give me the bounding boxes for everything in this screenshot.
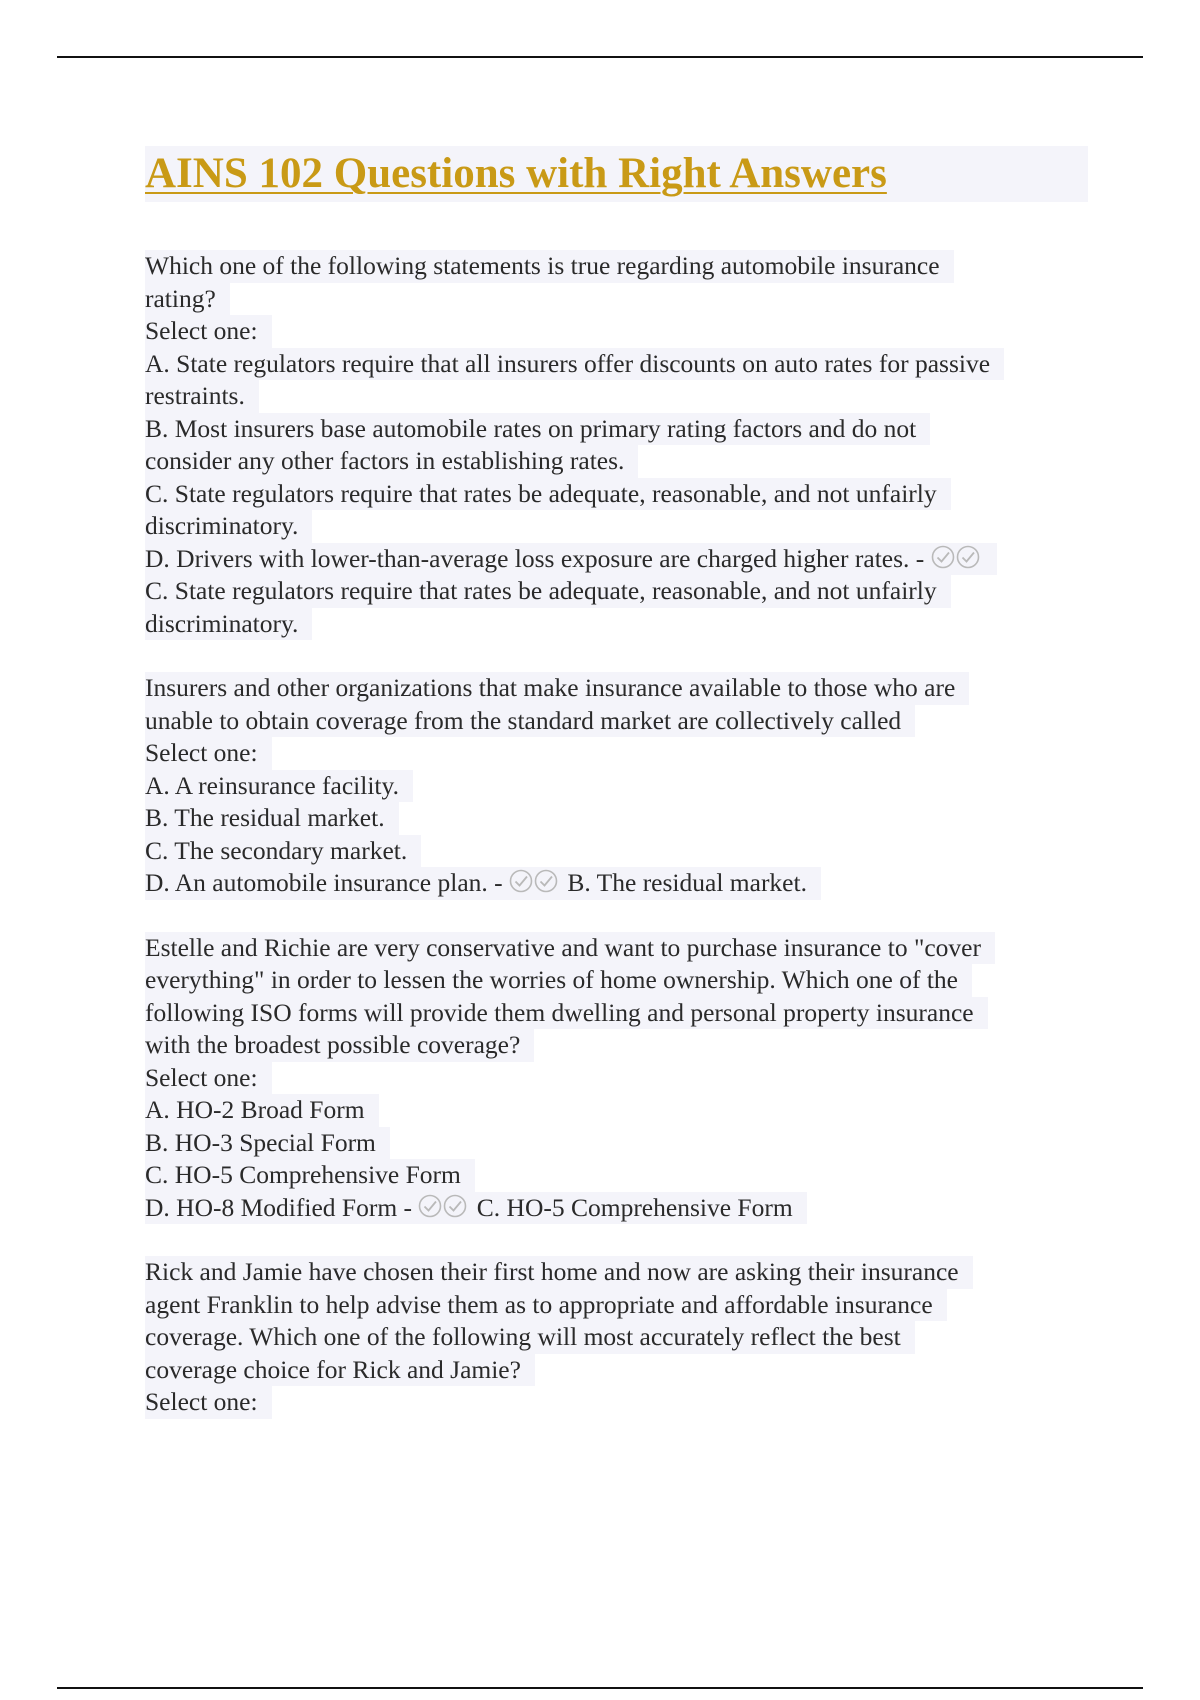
option-d: D. An automobile insurance plan. -	[145, 868, 503, 897]
select-one-label: Select one:	[145, 737, 272, 770]
option-c-continued: discriminatory.	[145, 510, 312, 543]
select-one-label: Select one:	[145, 315, 272, 348]
question-text-line: coverage. Which one of the following will most accurately reflect the best	[145, 1321, 915, 1354]
option-d: D. Drivers with lower-than-average loss exposure are charged higher rates. -	[145, 543, 925, 573]
option-a: A. State regulators require that all insurers offer discounts on auto rates for passive	[145, 348, 1004, 381]
question-text-line: Insurers and other organizations that make insurance available to those who are	[145, 672, 969, 705]
option-d-with-answer	[145, 867, 821, 900]
option-c: C. State regulators require that rates be adequate, reasonable, and not unfairly	[145, 478, 951, 511]
answer-text: C. HO-5 Comprehensive Form	[476, 1192, 793, 1222]
double-check-icon	[418, 1193, 470, 1219]
question-text-line: following ISO forms will provide them dwelling and personal property insurance	[145, 997, 988, 1030]
option-c: C. HO-5 Comprehensive Form	[145, 1159, 475, 1192]
question-text-line: Rick and Jamie have chosen their first home and now are asking their insurance	[145, 1256, 973, 1289]
option-d-with-marker	[145, 543, 997, 576]
option-a: A. A reinsurance facility.	[145, 770, 413, 803]
answer-text: B. The residual market.	[567, 868, 807, 897]
answer-line: C. State regulators require that rates be adequate, reasonable, and not unfairly	[145, 575, 951, 608]
option-d-with-answer	[145, 1192, 807, 1225]
option-a: A. HO-2 Broad Form	[145, 1094, 379, 1127]
bottom-rule	[57, 1687, 1143, 1689]
option-b-continued: consider any other factors in establishing rates.	[145, 445, 638, 478]
question-4	[145, 1256, 1088, 1419]
question-text-line: coverage choice for Rick and Jamie?	[145, 1354, 535, 1387]
option-d: D. HO-8 Modified Form -	[145, 1192, 413, 1222]
answer-line-continued: discriminatory.	[145, 608, 312, 641]
question-text-line: Which one of the following statements is true regarding automobile insurance	[145, 250, 954, 283]
question-text-line: Estelle and Richie are very conservative and want to purchase insurance to "cover	[145, 932, 995, 965]
document-body	[145, 146, 1088, 1451]
question-text-line: unable to obtain coverage from the standard market are collectively called	[145, 705, 915, 738]
document-title: AINS 102 Questions with Right Answers	[145, 150, 887, 197]
double-check-icon	[509, 868, 561, 894]
option-c: C. The secondary market.	[145, 835, 421, 868]
question-3	[145, 932, 1088, 1225]
option-b: B. Most insurers base automobile rates on primary rating factors and do not	[145, 413, 930, 446]
question-text-line: rating?	[145, 283, 230, 316]
question-text-line: everything" in order to lessen the worries of home ownership. Which one of the	[145, 964, 972, 997]
top-rule	[57, 56, 1143, 58]
option-a-continued: restraints.	[145, 380, 259, 413]
select-one-label: Select one:	[145, 1062, 272, 1095]
question-text-line: agent Franklin to help advise them as to appropriate and affordable insurance	[145, 1289, 947, 1322]
double-check-icon	[931, 544, 983, 570]
question-1	[145, 250, 1088, 640]
question-text-line: with the broadest possible coverage?	[145, 1029, 534, 1062]
option-b: B. HO-3 Special Form	[145, 1127, 390, 1160]
question-2	[145, 672, 1088, 900]
title-bar	[145, 146, 1088, 202]
select-one-label: Select one:	[145, 1386, 272, 1419]
option-b: B. The residual market.	[145, 802, 399, 835]
